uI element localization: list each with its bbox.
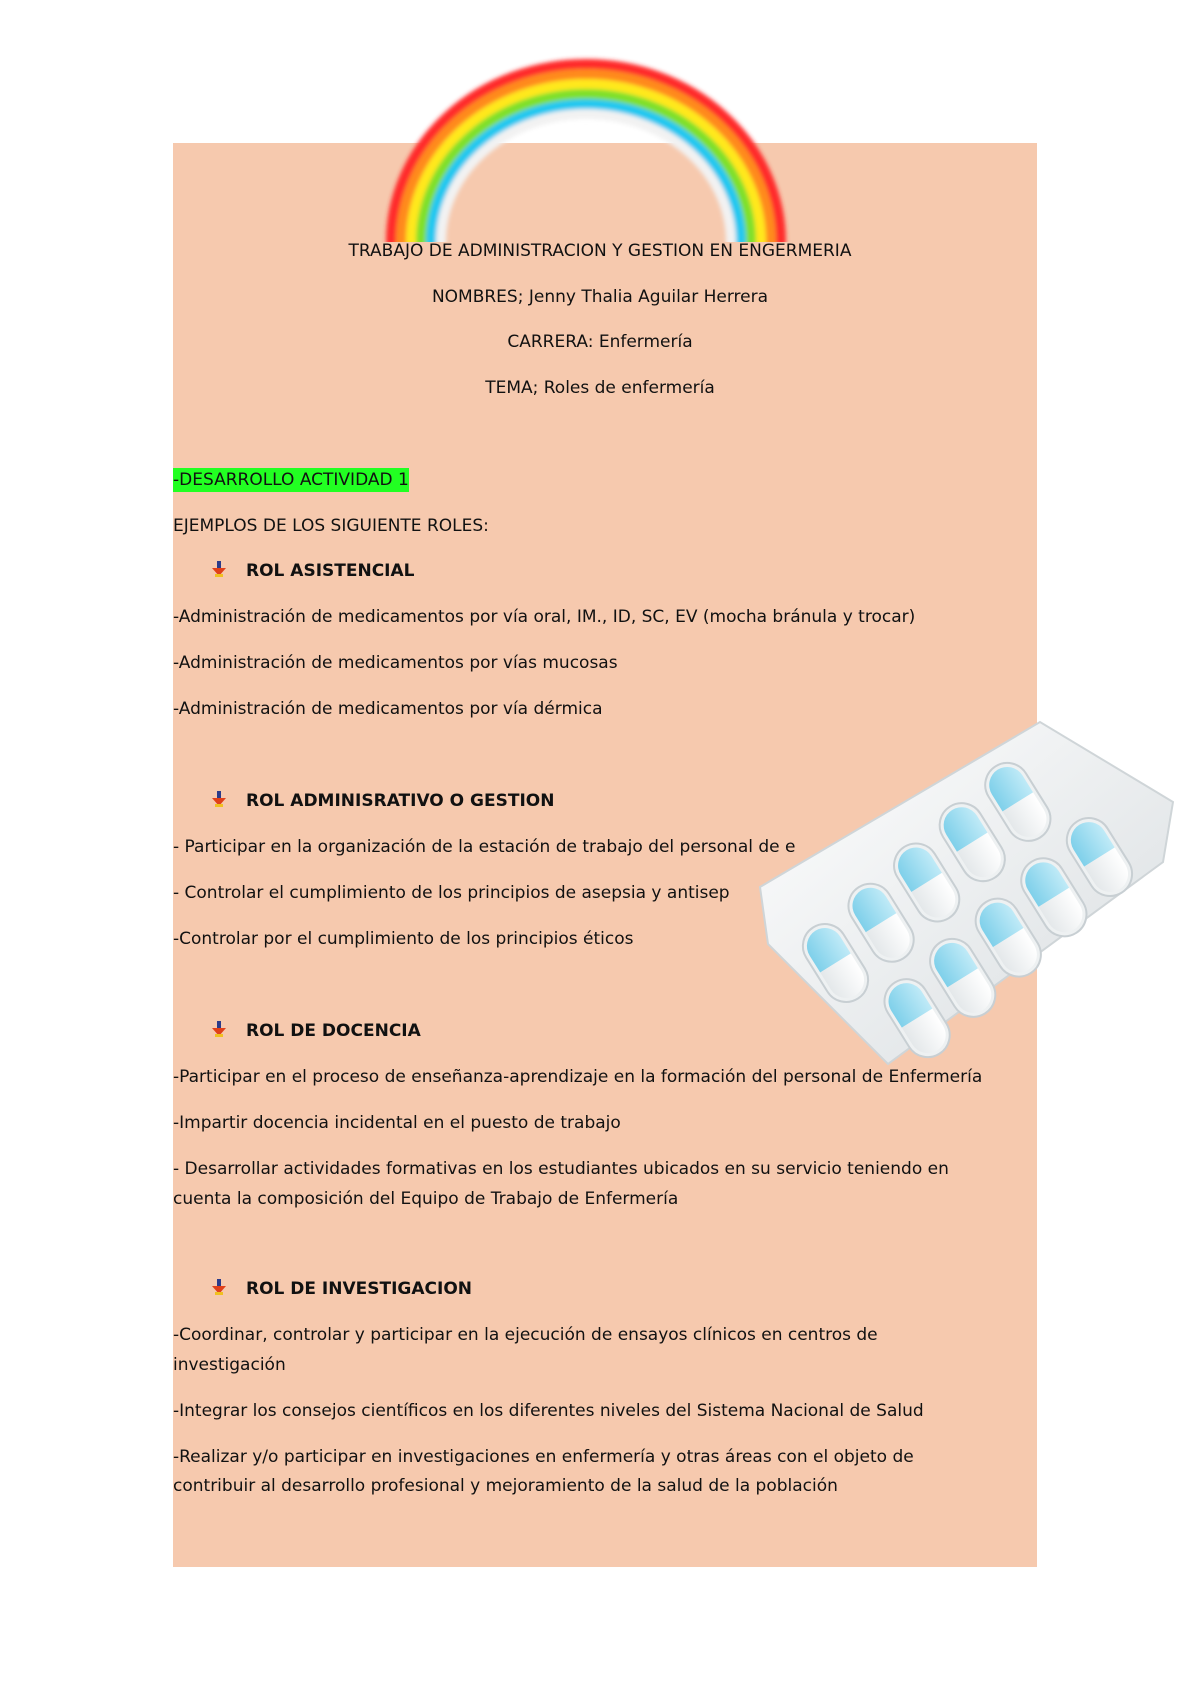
bullet-arrow-icon <box>212 561 226 577</box>
list-item: -Controlar por el cumplimiento de los principios éticos <box>173 929 634 949</box>
pill-blister-image <box>748 712 1186 1072</box>
role-title-asistencial: ROL ASISTENCIAL <box>246 561 415 581</box>
bullet-arrow-icon <box>212 791 226 807</box>
list-item: -Coordinar, controlar y participar en la ejecución de ensayos clínicos en centros de <box>173 1325 878 1345</box>
career: CARRERA: Enfermería <box>507 332 693 352</box>
role-title-investigacion: ROL DE INVESTIGACION <box>246 1279 473 1299</box>
activity-label <box>173 469 409 491</box>
list-item: -Administración de medicamentos por vía oral, IM., ID, SC, EV (mocha bránula y trocar) <box>173 607 916 627</box>
bullet-arrow-icon <box>212 1279 226 1295</box>
student-names: NOMBRES; Jenny Thalia Aguilar Herrera <box>431 287 769 307</box>
list-item: -Realizar y/o participar en investigaciones en enfermería y otras áreas con el objeto de <box>173 1447 914 1467</box>
list-item: - Controlar el cumplimiento de los principios de asepsia y antisep <box>173 883 730 903</box>
list-item: -Administración de medicamentos por vía dérmica <box>173 699 603 719</box>
list-item: contribuir al desarrollo profesional y mejoramiento de la salud de la población <box>173 1476 838 1496</box>
list-item: cuenta la composición del Equipo de Trabajo de Enfermería <box>173 1189 679 1209</box>
activity-highlight: -DESARROLLO ACTIVIDAD 1 <box>173 470 409 490</box>
activity-intro: EJEMPLOS DE LOS SIGUIENTE ROLES: <box>173 516 489 536</box>
list-item: -Administración de medicamentos por vías mucosas <box>173 653 618 673</box>
list-item: -Participar en el proceso de enseñanza-aprendizaje en la formación del personal de Enfermería <box>173 1067 983 1087</box>
rainbow-image <box>378 42 794 242</box>
list-item: investigación <box>173 1355 286 1375</box>
list-item: -Impartir docencia incidental en el puesto de trabajo <box>173 1113 621 1133</box>
list-item: -Integrar los consejos científicos en los diferentes niveles del Sistema Nacional de Salud <box>173 1401 924 1421</box>
role-title-administrativo: ROL ADMINISRATIVO O GESTION <box>246 791 555 811</box>
role-title-docencia: ROL DE DOCENCIA <box>246 1021 421 1041</box>
bullet-arrow-icon <box>212 1021 226 1037</box>
document-title: TRABAJO DE ADMINISTRACION Y GESTION EN ENGERMERIA <box>348 241 852 261</box>
topic: TEMA; Roles de enfermería <box>485 378 715 398</box>
list-item: - Participar en la organización de la estación de trabajo del personal de e <box>173 837 796 857</box>
list-item: - Desarrollar actividades formativas en los estudiantes ubicados en su servicio teniendo en <box>173 1159 949 1179</box>
